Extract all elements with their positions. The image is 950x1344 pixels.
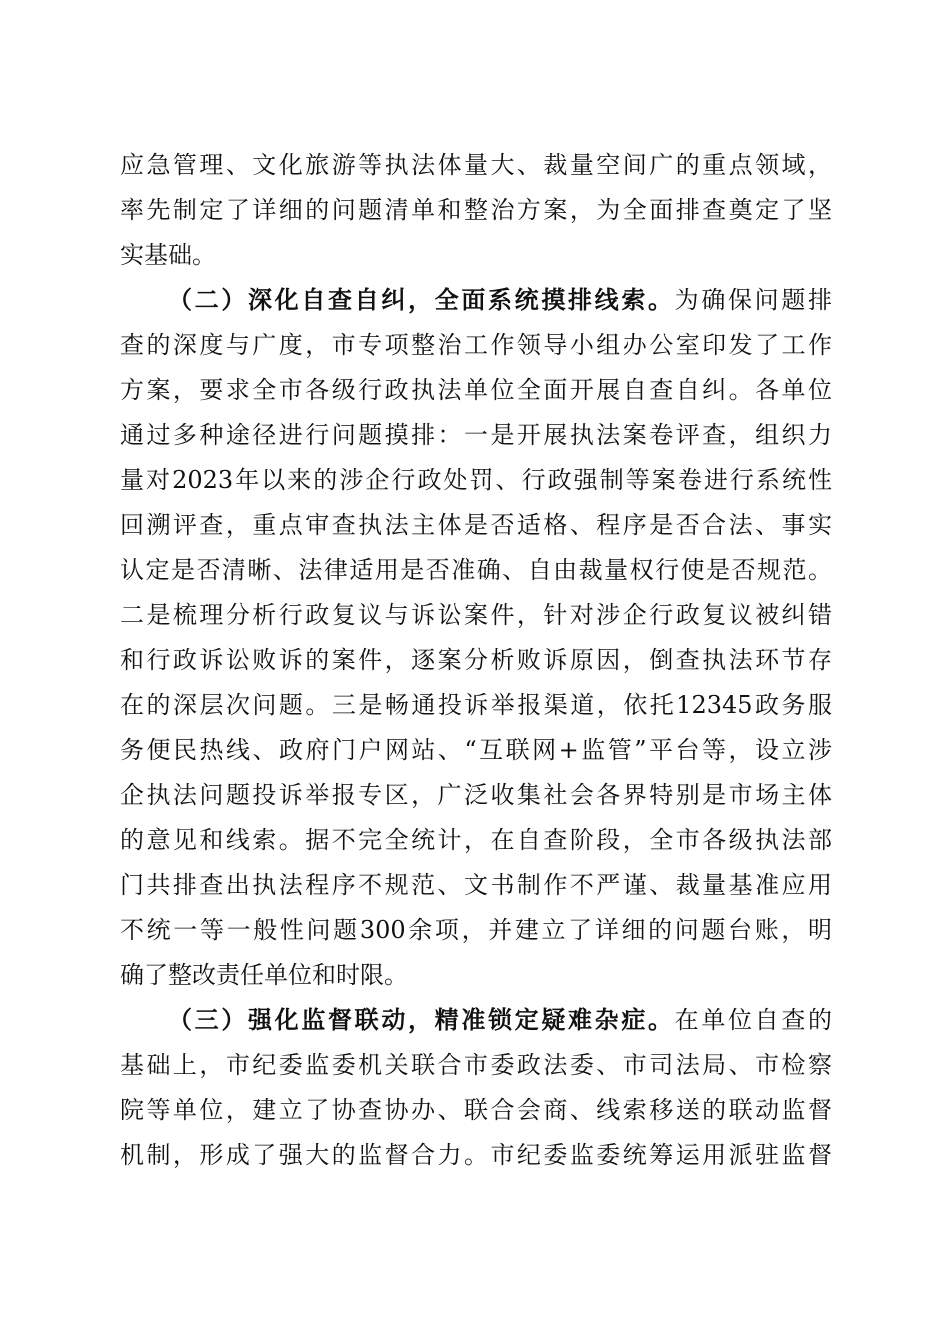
paragraph-2-line: 二是梳理分析行政复议与诉讼案件，针对涉企行政复议被纠错 — [120, 601, 832, 629]
paragraph-2-line: 回溯评查，重点审查执法主体是否适格、程序是否合法、事实 — [120, 511, 832, 539]
paragraph-2-line: 查的深度与广度，市专项整治工作领导小组办公室印发了工作 — [120, 331, 832, 359]
paragraph-2-line: 量对2023年以来的涉企行政处罚、行政强制等案卷进行系统性 — [120, 466, 832, 494]
paragraph-2-line: 企执法问题投诉举报专区，广泛收集社会各界特别是市场主体 — [120, 781, 832, 809]
paragraph-2-line: 确了整改责任单位和时限。 — [120, 961, 408, 989]
paragraph-3-first-line-text: 在单位自查的 — [674, 1006, 833, 1034]
paragraph-2-line: 认定是否清晰、法律适用是否准确、自由裁量权行使是否规范。 — [120, 556, 832, 584]
paragraph-2-first-line — [168, 277, 832, 323]
paragraph-2-line: 和行政诉讼败诉的案件，逐案分析败诉原因，倒查执法环节存 — [120, 646, 832, 674]
paragraph-2-line: 通过多种途径进行问题摸排：一是开展执法案卷评查，组织力 — [120, 421, 832, 449]
paragraph-3-line: 基础上，市纪委监委机关联合市委政法委、市司法局、市检察 — [120, 1051, 832, 1079]
section-heading-3: （三）强化监督联动，精准锁定疑难杂症。 — [168, 1005, 675, 1034]
paragraph-2-line: 在的深层次问题。三是畅通投诉举报渠道，依托12345政务服 — [120, 691, 832, 719]
paragraph-3-first-line — [168, 997, 832, 1043]
paragraph-1-line-1: 应急管理、文化旅游等执法体量大、裁量空间广的重点领域， — [120, 151, 832, 179]
paragraph-2-line: 门共排查出执法程序不规范、文书制作不严谨、裁量基准应用 — [120, 871, 832, 899]
paragraph-1-line-2: 率先制定了详细的问题清单和整治方案，为全面排查奠定了坚 — [120, 196, 832, 224]
paragraph-1-line-3: 实基础。 — [120, 241, 216, 269]
paragraph-2-line: 不统一等一般性问题300余项，并建立了详细的问题台账，明 — [120, 916, 832, 944]
paragraph-2-line: 方案，要求全市各级行政执法单位全面开展自查自纠。各单位 — [120, 376, 832, 404]
paragraph-3-line: 院等单位，建立了协查协办、联合会商、线索移送的联动监督 — [120, 1096, 832, 1124]
paragraph-2-first-line-text: 为确保问题排 — [674, 286, 833, 314]
paragraph-2-line: 务便民热线、政府门户网站、“互联网+监管”平台等，设立涉 — [120, 736, 832, 764]
paragraph-2-line: 的意见和线索。据不完全统计，在自查阶段，全市各级执法部 — [120, 826, 832, 854]
paragraph-3-line: 机制，形成了强大的监督合力。市纪委监委统筹运用派驻监督 — [120, 1141, 832, 1169]
section-heading-2: （二）深化自查自纠，全面系统摸排线索。 — [168, 285, 675, 314]
